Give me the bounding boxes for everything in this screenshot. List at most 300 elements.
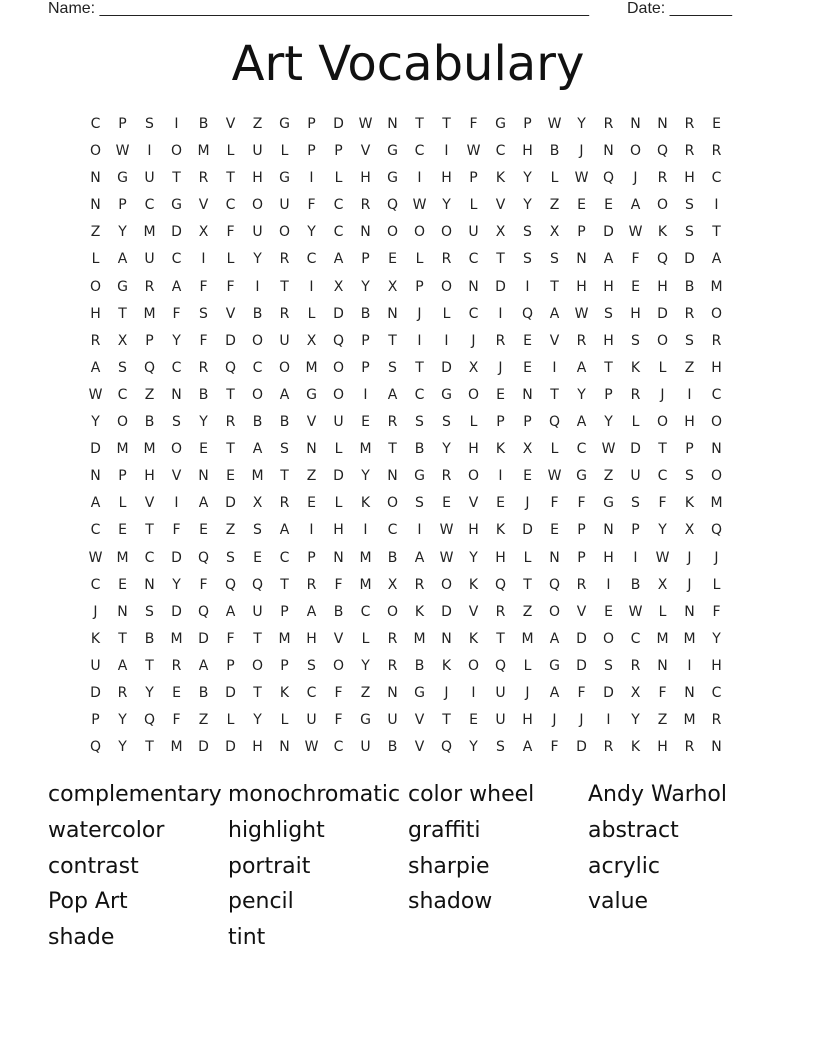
grid-letter: V: [495, 197, 506, 214]
grid-letter: X: [387, 576, 398, 593]
grid-letter: T: [172, 170, 181, 187]
grid-letter: Q: [386, 197, 399, 214]
grid-letter: N: [279, 739, 290, 756]
page-title: Art Vocabulary: [231, 36, 585, 92]
grid-letter: K: [495, 170, 506, 187]
grid-letter: X: [522, 441, 533, 458]
grid-letter: C: [468, 305, 479, 322]
grid-letter: I: [498, 468, 503, 485]
grid-letter: S: [685, 224, 694, 241]
grid-letter: D: [576, 630, 587, 647]
grid-letter: F: [577, 495, 586, 512]
grid-letter: P: [577, 549, 586, 566]
grid-letter: A: [90, 495, 101, 512]
grid-letter: E: [604, 197, 613, 214]
grid-letter: F: [658, 684, 667, 701]
grid-letter: O: [386, 224, 399, 241]
word-bank-item: value: [588, 889, 649, 915]
grid-letter: P: [523, 414, 532, 431]
word-bank-item: pencil: [228, 889, 294, 915]
grid-letter: O: [440, 224, 453, 241]
grid-letter: V: [360, 143, 371, 160]
grid-letter: S: [685, 197, 694, 214]
grid-letter: I: [309, 170, 314, 187]
grid-letter: H: [468, 441, 479, 458]
grid-letter: E: [199, 522, 208, 539]
grid-letter: C: [144, 549, 155, 566]
grid-letter: M: [359, 441, 372, 458]
grid-letter: L: [226, 712, 235, 729]
grid-letter: Z: [198, 712, 209, 729]
grid-letter: L: [91, 251, 100, 268]
grid-letter: T: [442, 712, 451, 729]
grid-letter: C: [630, 630, 641, 647]
grid-letter: J: [660, 386, 665, 403]
grid-letter: Y: [118, 224, 127, 241]
grid-letter: L: [226, 143, 235, 160]
grid-letter: O: [278, 359, 291, 376]
grid-letter: A: [549, 684, 560, 701]
grid-letter: L: [550, 441, 559, 458]
grid-letter: E: [712, 116, 721, 132]
grid-letter: R: [441, 251, 452, 268]
grid-letter: D: [333, 116, 344, 132]
grid-letter: F: [550, 739, 559, 756]
grid-letter: T: [523, 576, 532, 593]
grid-letter: I: [363, 522, 368, 539]
grid-letter: T: [118, 305, 127, 322]
grid-letter: D: [522, 522, 533, 539]
grid-letter: F: [334, 684, 343, 701]
grid-letter: H: [684, 170, 695, 187]
grid-letter: G: [603, 495, 614, 512]
grid-letter: N: [711, 739, 722, 756]
grid-letter: R: [441, 468, 452, 485]
grid-letter: J: [633, 170, 638, 187]
grid-letter: B: [144, 630, 155, 647]
grid-letter: R: [684, 116, 695, 132]
grid-letter: B: [630, 576, 641, 593]
grid-letter: D: [333, 305, 344, 322]
grid-letter: R: [387, 657, 398, 674]
grid-letter: G: [306, 386, 317, 403]
grid-letter: Y: [118, 739, 127, 756]
grid-letter: P: [523, 116, 532, 132]
grid-letter: V: [225, 116, 236, 132]
grid-letter: N: [90, 468, 101, 485]
grid-letter: L: [631, 414, 640, 431]
word-bank-item: graffiti: [408, 817, 481, 843]
grid-letter: F: [658, 495, 667, 512]
grid-letter: E: [577, 197, 586, 214]
grid-letter: O: [413, 224, 426, 241]
grid-letter: I: [606, 712, 611, 729]
word-bank-item: shade: [48, 925, 115, 951]
grid-letter: M: [197, 143, 210, 160]
grid-letter: O: [251, 197, 264, 214]
grid-letter: M: [305, 359, 318, 376]
grid-letter: J: [687, 549, 692, 566]
grid-letter: I: [552, 359, 557, 376]
grid-letter: Z: [360, 684, 371, 701]
grid-letter: C: [576, 441, 587, 458]
grid-letter: V: [171, 468, 182, 485]
grid-letter: R: [603, 116, 614, 132]
grid-letter: C: [90, 116, 101, 132]
grid-letter: R: [306, 576, 317, 593]
grid-letter: T: [226, 170, 235, 187]
grid-letter: J: [714, 549, 719, 566]
grid-letter: B: [144, 414, 155, 431]
grid-letter: C: [468, 251, 479, 268]
grid-letter: E: [631, 278, 640, 295]
grid-letter: O: [710, 468, 723, 485]
grid-letter: E: [118, 522, 127, 539]
grid-letter: A: [225, 603, 236, 620]
name-field-line: Name: _______________________________________________________: [48, 0, 589, 17]
grid-letter: X: [252, 495, 263, 512]
grid-letter: L: [334, 441, 343, 458]
grid-letter: V: [225, 305, 236, 322]
grid-letter: Q: [548, 414, 561, 431]
grid-letter: R: [576, 332, 587, 349]
grid-letter: Q: [710, 522, 723, 539]
grid-letter: A: [387, 386, 398, 403]
grid-letter: H: [711, 657, 722, 674]
grid-letter: C: [90, 576, 101, 593]
grid-letter: M: [116, 441, 129, 458]
grid-letter: U: [306, 712, 317, 729]
grid-letter: H: [522, 712, 533, 729]
grid-letter: N: [198, 468, 209, 485]
grid-letter: N: [630, 116, 641, 132]
grid-letter: Y: [442, 197, 451, 214]
grid-letter: X: [549, 224, 560, 241]
grid-letter: I: [174, 116, 179, 132]
grid-letter: W: [547, 468, 562, 485]
grid-letter: F: [172, 522, 181, 539]
grid-letter: E: [388, 251, 397, 268]
grid-letter: H: [252, 739, 263, 756]
grid-letter: S: [631, 495, 640, 512]
grid-letter: H: [522, 143, 533, 160]
grid-letter: T: [388, 441, 397, 458]
grid-letter: M: [521, 630, 534, 647]
grid-letter: T: [280, 468, 289, 485]
grid-letter: B: [684, 278, 695, 295]
grid-letter: F: [226, 630, 235, 647]
grid-letter: O: [386, 603, 399, 620]
grid-letter: V: [414, 712, 425, 729]
grid-letter: O: [116, 414, 129, 431]
grid-letter: V: [198, 197, 209, 214]
grid-letter: Q: [440, 739, 453, 756]
grid-letter: O: [710, 305, 723, 322]
grid-letter: A: [117, 657, 128, 674]
grid-letter: I: [255, 278, 260, 295]
grid-letter: E: [550, 522, 559, 539]
grid-letter: Y: [577, 386, 586, 403]
grid-letter: V: [144, 495, 155, 512]
grid-letter: Y: [172, 332, 181, 349]
grid-letter: M: [683, 630, 696, 647]
grid-letter: P: [496, 414, 505, 431]
grid-letter: P: [118, 468, 127, 485]
grid-letter: Q: [143, 712, 156, 729]
grid-letter: O: [656, 414, 669, 431]
word-bank: [48, 779, 768, 958]
grid-letter: X: [468, 359, 479, 376]
grid-letter: L: [550, 170, 559, 187]
grid-letter: Y: [523, 170, 532, 187]
grid-letter: N: [684, 603, 695, 620]
word-bank-item: color wheel: [408, 782, 535, 807]
grid-letter: C: [414, 386, 425, 403]
grid-letter: L: [307, 305, 316, 322]
grid-letter: W: [601, 441, 616, 458]
grid-letter: L: [334, 170, 343, 187]
grid-letter: M: [710, 495, 723, 512]
grid-letter: T: [550, 278, 559, 295]
grid-letter: P: [577, 224, 586, 241]
grid-letter: U: [252, 224, 263, 241]
word-bank-item: contrast: [48, 853, 139, 879]
grid-letter: M: [656, 630, 669, 647]
grid-letter: I: [174, 495, 179, 512]
grid-letter: B: [387, 549, 398, 566]
grid-letter: U: [252, 603, 263, 620]
grid-letter: Q: [602, 170, 615, 187]
grid-letter: D: [333, 468, 344, 485]
grid-letter: Y: [577, 116, 586, 132]
grid-letter: A: [198, 657, 209, 674]
grid-letter: B: [414, 657, 425, 674]
grid-letter: P: [307, 116, 316, 132]
grid-letter: G: [576, 468, 587, 485]
grid-letter: N: [468, 278, 479, 295]
grid-letter: L: [658, 359, 667, 376]
grid-letter: O: [332, 386, 345, 403]
grid-letter: H: [468, 522, 479, 539]
grid-letter: G: [360, 712, 371, 729]
grid-letter: O: [602, 630, 615, 647]
grid-letter: R: [387, 630, 398, 647]
grid-letter: R: [657, 170, 668, 187]
grid-letter: S: [307, 657, 316, 674]
grid-letter: I: [201, 251, 206, 268]
grid-letter: L: [469, 197, 478, 214]
grid-letter: I: [498, 305, 503, 322]
grid-letter: R: [684, 143, 695, 160]
grid-letter: S: [226, 549, 235, 566]
grid-letter: A: [549, 630, 560, 647]
grid-letter: D: [576, 657, 587, 674]
grid-letter: S: [172, 414, 181, 431]
grid-letter: S: [631, 332, 640, 349]
grid-letter: A: [171, 278, 182, 295]
grid-letter: V: [576, 603, 587, 620]
grid-letter: F: [199, 332, 208, 349]
grid-letter: H: [495, 549, 506, 566]
grid-letter: V: [468, 495, 479, 512]
grid-letter: P: [631, 522, 640, 539]
word-bank-item: abstract: [588, 817, 679, 843]
grid-letter: S: [550, 251, 559, 268]
grid-letter: O: [170, 143, 183, 160]
grid-letter: T: [442, 116, 451, 132]
grid-letter: O: [656, 332, 669, 349]
grid-letter: J: [498, 359, 503, 376]
grid-letter: H: [603, 549, 614, 566]
grid-letter: H: [252, 170, 263, 187]
grid-letter: J: [93, 603, 98, 620]
grid-letter: N: [360, 224, 371, 241]
grid-letter: J: [417, 305, 422, 322]
grid-letter: C: [279, 549, 290, 566]
grid-letter: S: [145, 603, 154, 620]
word-bank-item: shadow: [408, 889, 493, 915]
grid-letter: K: [657, 224, 668, 241]
grid-letter: O: [629, 143, 642, 160]
grid-letter: R: [603, 739, 614, 756]
grid-letter: O: [170, 441, 183, 458]
grid-letter: F: [334, 712, 343, 729]
grid-letter: S: [685, 332, 694, 349]
grid-letter: V: [333, 630, 344, 647]
grid-letter: X: [333, 278, 344, 295]
grid-letter: C: [252, 359, 263, 376]
grid-letter: F: [577, 684, 586, 701]
grid-letter: I: [309, 522, 314, 539]
grid-letter: O: [251, 386, 264, 403]
grid-letter: F: [199, 278, 208, 295]
grid-letter: S: [415, 414, 424, 431]
grid-letter: X: [684, 522, 695, 539]
grid-letter: L: [226, 251, 235, 268]
grid-letter: R: [279, 251, 290, 268]
grid-letter: Q: [224, 576, 237, 593]
grid-letter: U: [387, 712, 398, 729]
grid-letter: J: [552, 712, 557, 729]
grid-letter: S: [145, 116, 154, 132]
grid-letter: T: [280, 576, 289, 593]
grid-letter: T: [280, 278, 289, 295]
grid-letter: H: [603, 278, 614, 295]
grid-letter: S: [280, 441, 289, 458]
grid-letter: D: [198, 630, 209, 647]
grid-letter: H: [90, 305, 101, 322]
grid-letter: P: [334, 143, 343, 160]
grid-letter: C: [495, 143, 506, 160]
grid-letter: B: [279, 414, 290, 431]
grid-letter: C: [333, 224, 344, 241]
grid-letter: Z: [252, 116, 263, 132]
grid-letter: N: [171, 386, 182, 403]
grid-letter: B: [549, 143, 560, 160]
grid-letter: B: [198, 116, 209, 132]
grid-letter: Y: [91, 414, 100, 431]
word-bank-item: highlight: [228, 817, 325, 843]
grid-letter: C: [171, 359, 182, 376]
grid-letter: G: [414, 468, 425, 485]
grid-letter: X: [387, 278, 398, 295]
grid-letter: L: [280, 143, 289, 160]
grid-letter: N: [387, 468, 398, 485]
grid-letter: I: [606, 576, 611, 593]
grid-letter: W: [547, 116, 562, 132]
grid-letter: L: [415, 251, 424, 268]
grid-letter: P: [307, 143, 316, 160]
grid-letter: A: [414, 549, 425, 566]
grid-letter: F: [172, 305, 181, 322]
grid-letter: W: [88, 386, 103, 403]
grid-letter: A: [576, 359, 587, 376]
grid-letter: I: [633, 549, 638, 566]
grid-letter: X: [117, 332, 128, 349]
grid-letter: R: [117, 684, 128, 701]
grid-letter: H: [711, 359, 722, 376]
grid-letter: W: [628, 603, 643, 620]
grid-letter: C: [414, 143, 425, 160]
grid-letter: T: [496, 630, 505, 647]
grid-letter: O: [467, 386, 480, 403]
grid-letter: S: [604, 305, 613, 322]
grid-letter: Z: [603, 468, 614, 485]
grid-letter: D: [441, 359, 452, 376]
grid-letter: X: [306, 332, 317, 349]
grid-letter: W: [304, 739, 319, 756]
grid-letter: U: [144, 251, 155, 268]
grid-letter: C: [387, 522, 398, 539]
grid-letter: P: [361, 332, 370, 349]
grid-letter: F: [172, 712, 181, 729]
grid-letter: N: [387, 116, 398, 132]
grid-letter: M: [170, 739, 183, 756]
grid-letter: V: [306, 414, 317, 431]
grid-letter: F: [712, 603, 721, 620]
grid-letter: E: [523, 468, 532, 485]
grid-letter: G: [117, 170, 128, 187]
grid-letter: H: [144, 468, 155, 485]
grid-letter: O: [548, 603, 561, 620]
grid-letter: M: [413, 630, 426, 647]
grid-letter: H: [630, 305, 641, 322]
grid-letter: H: [576, 278, 587, 295]
grid-letter: L: [712, 576, 721, 593]
grid-letter: M: [251, 468, 264, 485]
grid-letter: S: [415, 495, 424, 512]
word-bank-item: portrait: [228, 853, 311, 879]
grid-letter: R: [279, 305, 290, 322]
grid-letter: R: [684, 305, 695, 322]
grid-letter: G: [117, 278, 128, 295]
grid-letter: T: [415, 359, 424, 376]
grid-letter: G: [279, 170, 290, 187]
grid-letter: Y: [253, 712, 262, 729]
grid-letter: A: [252, 441, 263, 458]
word-bank-item: Pop Art: [48, 889, 128, 915]
grid-letter: D: [90, 684, 101, 701]
grid-letter: N: [387, 684, 398, 701]
grid-letter: Z: [144, 386, 155, 403]
grid-letter: T: [658, 441, 667, 458]
grid-letter: H: [657, 739, 668, 756]
grid-letter: Y: [199, 414, 208, 431]
grid-letter: E: [496, 495, 505, 512]
grid-letter: S: [199, 305, 208, 322]
grid-letter: H: [441, 170, 452, 187]
grid-letter: A: [279, 522, 290, 539]
